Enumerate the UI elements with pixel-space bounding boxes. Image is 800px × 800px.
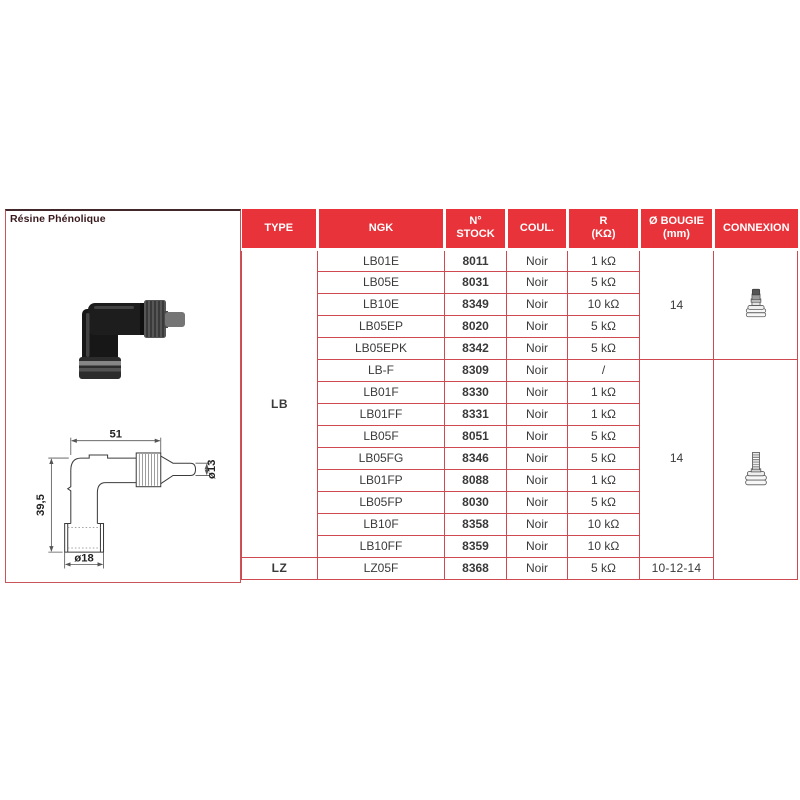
col-header-ngk: NGK bbox=[318, 209, 445, 249]
dim-height-label: 39,5 bbox=[35, 494, 48, 517]
stock-cell: 8088 bbox=[445, 469, 507, 491]
col-header-bougie: Ø BOUGIE (mm) bbox=[640, 209, 714, 249]
bougie-cell-group2: 14 bbox=[640, 359, 714, 557]
stock-cell: 8342 bbox=[445, 337, 507, 359]
ngk-cell: LB01FP bbox=[318, 469, 445, 491]
resistance-cell: 1 kΩ bbox=[568, 403, 640, 425]
resistance-cell: 5 kΩ bbox=[568, 491, 640, 513]
resistance-cell: 1 kΩ bbox=[568, 469, 640, 491]
resistance-cell: / bbox=[568, 359, 640, 381]
type-cell-lb: LB bbox=[242, 249, 318, 557]
header-row bbox=[242, 209, 798, 249]
ngk-cell: LB01E bbox=[318, 249, 445, 271]
coul-cell: Noir bbox=[507, 359, 568, 381]
ngk-cell: LB05F bbox=[318, 425, 445, 447]
ngk-cell: LZ05F bbox=[318, 557, 445, 579]
ngk-cell: LB01F bbox=[318, 381, 445, 403]
resistance-cell: 5 kΩ bbox=[568, 557, 640, 579]
resistance-cell: 5 kΩ bbox=[568, 425, 640, 447]
coul-cell: Noir bbox=[507, 381, 568, 403]
stock-cell: 8346 bbox=[445, 447, 507, 469]
resistance-cell: 1 kΩ bbox=[568, 249, 640, 271]
bougie-cell-lz: 10-12-14 bbox=[640, 557, 714, 579]
coul-cell: Noir bbox=[507, 403, 568, 425]
resistance-cell: 1 kΩ bbox=[568, 381, 640, 403]
table-row bbox=[242, 359, 798, 381]
stock-cell: 8368 bbox=[445, 557, 507, 579]
ngk-cell: LB10FF bbox=[318, 535, 445, 557]
panel-title: Résine Phénolique bbox=[10, 213, 106, 225]
coul-cell: Noir bbox=[507, 315, 568, 337]
ngk-cell: LB05E bbox=[318, 271, 445, 293]
connexion-cell-group2 bbox=[714, 359, 798, 579]
coul-cell: Noir bbox=[507, 337, 568, 359]
coul-cell: Noir bbox=[507, 293, 568, 315]
col-header-connexion: CONNEXION bbox=[714, 209, 798, 249]
dim-length-label: 51 bbox=[109, 428, 123, 441]
resistance-cell: 5 kΩ bbox=[568, 315, 640, 337]
coul-cell: Noir bbox=[507, 271, 568, 293]
bougie-cell-group1: 14 bbox=[640, 249, 714, 359]
stock-cell: 8020 bbox=[445, 315, 507, 337]
stock-cell: 8031 bbox=[445, 271, 507, 293]
coul-cell: Noir bbox=[507, 469, 568, 491]
threaded-stud-icon bbox=[742, 449, 770, 487]
type-cell-lz: LZ bbox=[242, 557, 318, 579]
coul-cell: Noir bbox=[507, 249, 568, 271]
ngk-cell: LB05EP bbox=[318, 315, 445, 337]
terminal-nut-icon bbox=[743, 286, 769, 320]
coul-cell: Noir bbox=[507, 535, 568, 557]
coul-cell: Noir bbox=[507, 447, 568, 469]
table-row bbox=[242, 249, 798, 271]
ngk-cell: LB10E bbox=[318, 293, 445, 315]
coul-cell: Noir bbox=[507, 425, 568, 447]
stock-cell: 8359 bbox=[445, 535, 507, 557]
stock-cell: 8051 bbox=[445, 425, 507, 447]
col-header-type: TYPE bbox=[242, 209, 318, 249]
ngk-cell: LB05FP bbox=[318, 491, 445, 513]
resistance-cell: 10 kΩ bbox=[568, 513, 640, 535]
col-header-r: R (KΩ) bbox=[568, 209, 640, 249]
resistance-cell: 10 kΩ bbox=[568, 535, 640, 557]
ngk-cell: LB05EPK bbox=[318, 337, 445, 359]
catalog-table bbox=[241, 209, 798, 580]
stock-cell: 8011 bbox=[445, 249, 507, 271]
dim-tip-diameter-label: ø13 bbox=[205, 459, 218, 480]
stock-cell: 8030 bbox=[445, 491, 507, 513]
technical-drawing bbox=[34, 425, 218, 575]
coul-cell: Noir bbox=[507, 513, 568, 535]
resistance-cell: 5 kΩ bbox=[568, 337, 640, 359]
resistance-cell: 10 kΩ bbox=[568, 293, 640, 315]
resistance-cell: 5 kΩ bbox=[568, 271, 640, 293]
ngk-cell: LB-F bbox=[318, 359, 445, 381]
stock-cell: 8358 bbox=[445, 513, 507, 535]
spark-plug-cap-photo bbox=[68, 295, 188, 385]
ngk-cell: LB01FF bbox=[318, 403, 445, 425]
coul-cell: Noir bbox=[507, 557, 568, 579]
col-header-stock: N° STOCK bbox=[445, 209, 507, 249]
coul-cell: Noir bbox=[507, 491, 568, 513]
stock-cell: 8330 bbox=[445, 381, 507, 403]
stock-cell: 8349 bbox=[445, 293, 507, 315]
resistance-cell: 5 kΩ bbox=[568, 447, 640, 469]
resine-phenolique-panel bbox=[5, 209, 241, 583]
col-header-coul: COUL. bbox=[507, 209, 568, 249]
stock-cell: 8331 bbox=[445, 403, 507, 425]
ngk-cell: LB10F bbox=[318, 513, 445, 535]
ngk-cell: LB05FG bbox=[318, 447, 445, 469]
connexion-cell-group1 bbox=[714, 249, 798, 359]
dim-boot-diameter-label: ø18 bbox=[74, 552, 94, 565]
stock-cell: 8309 bbox=[445, 359, 507, 381]
